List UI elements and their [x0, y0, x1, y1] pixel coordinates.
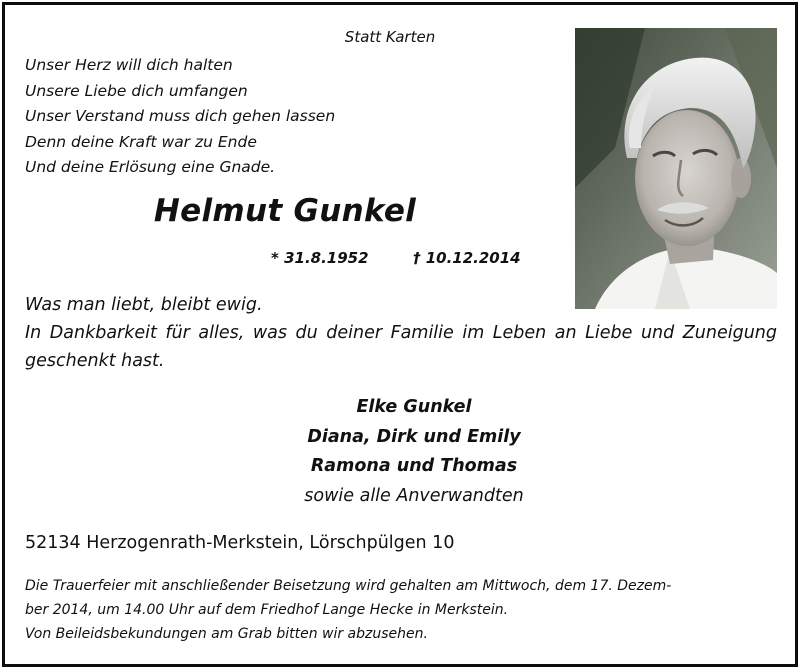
gratitude-text: In Dankbarkeit für alles, was du deiner Familie im Leben an Liebe und Zuneigung geschenkt hast.	[25, 323, 777, 371]
family-address: 52134 Herzogenrath-Merkstein, Lörschpülgen 10	[25, 533, 455, 553]
poem-line: Unsere Liebe dich umfangen	[25, 81, 248, 100]
obituary-notice	[2, 2, 798, 667]
mourner-name: Elke Gunkel	[356, 397, 472, 417]
poem-line: Unser Verstand muss dich gehen lassen	[25, 107, 336, 125]
memorial-saying	[25, 291, 777, 375]
poem-line: Und deine Erlösung eine Gnade.	[25, 158, 276, 176]
funeral-notice	[25, 574, 777, 646]
saying-line: Was man liebt, bleibt ewig.	[25, 295, 263, 315]
notice-line: Von Beileidsbekundungen am Grab bitten wir abzusehen.	[25, 626, 428, 642]
notice-line: ber 2014, um 14.00 Uhr auf dem Friedhof Lange Hecke in Merkstein.	[25, 602, 509, 618]
mourner-name: Ramona und Thomas	[310, 456, 518, 476]
statt-karten-heading: Statt Karten	[344, 28, 436, 46]
relatives-line: sowie alle Anverwandten	[304, 485, 524, 506]
mourner-name: Diana, Dirk und Emily	[307, 426, 521, 447]
poem-line: Unser Herz will dich halten	[25, 56, 233, 74]
notice-line: Die Trauerfeier mit anschließender Beisetzung wird gehalten am Mittwoch, dem 17. Dezem-	[25, 578, 672, 594]
deceased-name: Helmut Gunkel	[153, 193, 417, 229]
poem	[25, 53, 335, 181]
portrait-photo	[575, 28, 777, 309]
birth-date: * 31.8.1952	[271, 249, 369, 267]
death-date: † 10.12.2014	[413, 249, 521, 267]
mourners-list	[5, 393, 795, 511]
poem-line: Denn deine Kraft war zu Ende	[25, 132, 257, 151]
